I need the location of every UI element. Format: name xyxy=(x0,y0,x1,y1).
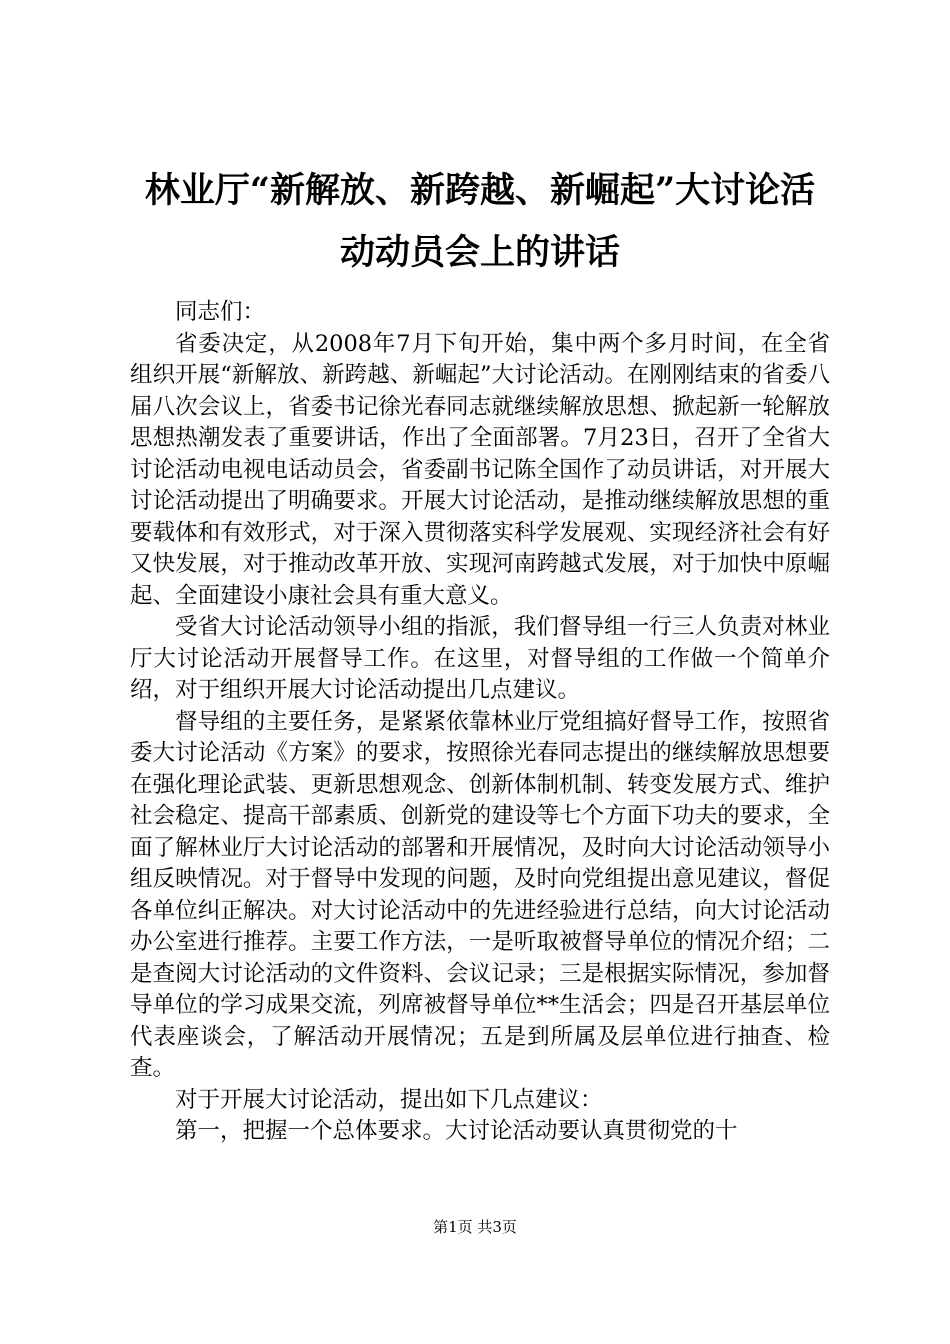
body-paragraph: 省委决定，从2008年7月下旬开始，集中两个多月时间，在全省组织开展“新解放、新跨越、新崛起”大讨论活动。在刚刚结束的省委八届八次会议上，省委书记徐光春同志就继续解放思想、掀起新一轮解放思想热潮发表了重要讲话，作出了全面部署。7月23日，召开了全省大讨论活动电视电话动员会，省委副书记陈全国作了动员讲话，对开展大讨论活动提出了明确要求。开展大讨论活动，是推动继续解放思想的重要载体和有效形式，对于深入贯彻落实科学发展观、实现经济社会有好又快发展，对于推动改革开放、实现河南跨越式发展，对于加快中原崛起、全面建设小康社会具有重大意义。 xyxy=(130,330,830,609)
body-paragraph: 对于开展大讨论活动，提出如下几点建议： xyxy=(175,1086,603,1113)
document-title xyxy=(110,160,850,284)
body-paragraph: 第一，把握一个总体要求。大讨论活动要认真贯彻党的十 xyxy=(175,1118,738,1144)
title-line-2: 动动员会上的讲话 xyxy=(339,232,620,273)
document-body xyxy=(130,297,830,1148)
body-paragraph: 督导组的主要任务，是紧紧依靠林业厅党组搞好督导工作，按照省委大讨论活动《方案》的要求，按照徐光春同志提出的继续解放思想要在强化理论武装、更新思想观念、创新体制机制、转变发展方式、维护社会稳定、提高干部素质、创新党的建设等七个方面下功夫的要求，全面了解林业厅大讨论活动的部署和开展情况，及时向大讨论活动领导小组反映情况。对于督导中发现的问题，及时向党组提出意见建议，督促各单位纠正解决。对大讨论活动中的先进经验进行总结，向大讨论活动办公室进行推荐。主要工作方法，一是听取被督导单位的情况介绍；二是查阅大讨论活动的文件资料、会议记录；三是根据实际情况，参加督导单位的学习成果交流，列席被督导单位**生活会；四是召开基层单位代表座谈会，了解活动开展情况；五是到所属及层单位进行抽查、检查。 xyxy=(130,708,830,1081)
body-paragraph: 受省大讨论活动领导小组的指派，我们督导组一行三人负责对林业厅大讨论活动开展督导工作。在这里，对督导组的工作做一个简单介绍，对于组织开展大讨论活动提出几点建议。 xyxy=(130,614,830,703)
salutation-paragraph: 同志们： xyxy=(175,299,266,325)
title-line-1: 林业厅“新解放、新跨越、新崛起”大讨论活 xyxy=(144,170,816,211)
page-number-footer: 第1页 共3页 xyxy=(433,1218,517,1236)
